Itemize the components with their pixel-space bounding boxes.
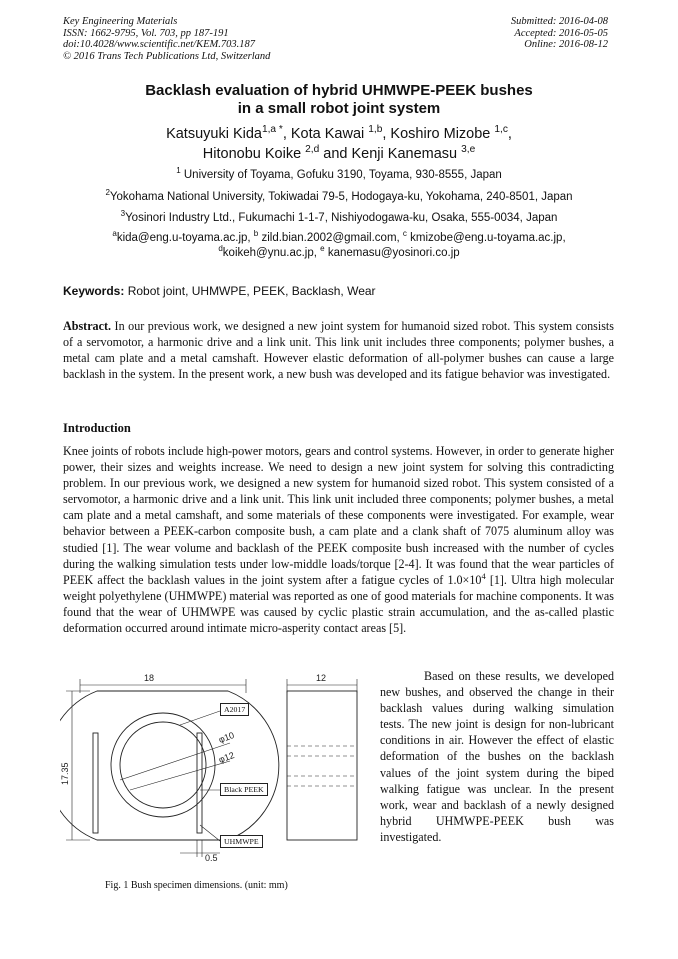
affiliation-sup: 2: [105, 188, 110, 198]
keywords-text: Robot joint, UHMWPE, PEEK, Backlash, Wear: [124, 284, 376, 298]
email-sup: b: [253, 229, 259, 239]
affiliation-3: [0, 211, 678, 225]
email-link[interactable]: kmizobe@eng.u-toyama.ac.jp,: [406, 232, 566, 244]
email-link[interactable]: zild.bian.2002@gmail.com,: [258, 232, 403, 244]
email-sup: e: [320, 243, 325, 253]
side-view-outline: [287, 691, 357, 840]
inner-bore-circle: [120, 722, 206, 808]
journal-copyright: © 2016 Trans Tech Publications Ltd, Switzerland: [63, 50, 271, 62]
affiliation-sup: 3: [120, 209, 126, 219]
dim-side-text: 12: [316, 673, 327, 683]
author-sep: ,: [382, 126, 391, 142]
email-link[interactable]: kida@eng.u-toyama.ac.jp,: [116, 232, 254, 244]
author-name: Kenji Kanemasu: [351, 146, 462, 162]
intro-text-a: Knee joints of robots include high-power motors, gears and control systems. However, in order to generate higher power, their sizes and weights increase. We need to design a new joint system for solving this contradicting problem. In our previous work, we designed a new system for humanoid sized robot. This system consisted of a servomotor, a harmonic drive and a link unit. This link unit included three components; polymer bushes, a metal cam plate and a metal camshaft, and some materials of these components were investigated. For example, wear behavior between a PEEK-carbon composite bush, a cam plate and a clank shaft of 7075 aluminum alloy was studied [1]. The wear volume and backlash of the PEEK composite bush increased with the number of cycles during the walking simulation tests under low-middle loads/torque [2-4]. It was found that the wear particles of PEEK affect the backlash values in the joint system after a fatigue cycles of 1.0×10: [63, 444, 614, 587]
dim-width-text: 18: [144, 673, 155, 683]
author-sup: 1,c: [494, 124, 508, 136]
intro-side-paragraph: [380, 668, 614, 845]
author-sep: ,: [282, 126, 291, 142]
email-sup: d: [218, 243, 223, 253]
phi12-leader: [130, 761, 230, 790]
label-a2017: A2017: [220, 703, 249, 716]
journal-doi[interactable]: doi:10.4028/www.scientific.net/KEM.703.187: [63, 39, 255, 51]
title-line-2: in a small robot joint system: [237, 100, 441, 117]
author-sup: 1,a *: [261, 124, 283, 136]
date-submitted: Submitted: 2016-04-08: [510, 16, 608, 27]
author-name: Katsuyuki Kida: [166, 126, 262, 142]
figure-bush-dimensions: [60, 665, 370, 877]
abstract: [63, 318, 614, 382]
phi10-leader: [120, 743, 230, 780]
submission-dates: [511, 16, 608, 51]
author-name: Koshiro Mizobe: [390, 126, 495, 142]
journal-info: [63, 16, 270, 62]
dim-phi10-text: φ10: [217, 730, 236, 745]
abstract-label: Abstract.: [63, 319, 112, 333]
author-list: [0, 124, 678, 164]
journal-name: Key Engineering Materials: [63, 16, 178, 27]
email-sup: c: [402, 229, 407, 239]
dim-phi12-text: φ12: [217, 750, 236, 765]
right-slot: [197, 733, 202, 833]
paper-title: [0, 82, 678, 118]
label-uhmwpe: UHMWPE: [220, 835, 263, 848]
email-link[interactable]: kanemasu@yosinori.co.jp: [324, 246, 460, 259]
intro-paragraph: [63, 443, 614, 636]
left-slot: [93, 733, 98, 833]
affiliation-text: University of Toyama, Gofuku 3190, Toyama, 930-8555, Japan: [183, 169, 502, 181]
affiliation-2: [0, 190, 678, 204]
keywords: [63, 284, 376, 299]
email-list: [0, 231, 678, 260]
journal-issn: ISSN: 1662-9795, Vol. 703, pp 187-191: [63, 27, 229, 39]
author-sep: ,: [507, 126, 512, 142]
keywords-label: Keywords:: [63, 284, 125, 298]
affiliation-text: Yokohama National University, Tokiwadai 79-5, Hodogaya-ku, Yokohama, 240-8501, Japan: [109, 191, 573, 203]
dim-height-text: 17.35: [60, 762, 70, 785]
date-online: Online: 2016-08-12: [524, 39, 608, 51]
section-heading: Introduction: [63, 421, 131, 435]
label-black-peek: Black PEEK: [220, 783, 268, 796]
email-link[interactable]: koikeh@ynu.ac.jp,: [222, 246, 321, 259]
author-sup: 1,b: [368, 124, 383, 136]
author-sup: 2,d: [305, 144, 320, 156]
intro-text-b: [1]. Ultra high molecular weight polyethylene (UHMWPE) material was reported as one of good materials for machine components. It was found that the wear of UHMWPE was caused by cyclic plastic strain accumulation, and the as-called plastic deformation occurred around intimate micro-asperity contact areas [5].: [63, 572, 614, 636]
outer-bore-circle: [111, 713, 215, 817]
author-name: Kota Kawai: [290, 126, 369, 142]
figure-caption: Fig. 1 Bush specimen dimensions. (unit: mm): [105, 880, 288, 891]
author-sep: and: [319, 146, 352, 162]
dim-thin-text: 0.5: [205, 853, 218, 863]
intro-exponent: 4: [481, 570, 486, 581]
date-accepted: Accepted: 2016-05-05: [514, 27, 608, 39]
affiliation-1: [0, 168, 678, 182]
affiliation-sup: 1: [176, 166, 181, 176]
bush-drawing: [60, 665, 370, 877]
abstract-text: In our previous work, we designed a new joint system for humanoid sized robot. This system consists of a servomotor, a harmonic drive and a link unit. This link unit includes three components; polymer bushes, a metal cam plate and a metal camshaft. However elastic deformation of all-polymer bushes can cause a large backlash in the system. In the present work, a new bush was developed and its fatigue behavior was investigated.: [63, 319, 614, 382]
side-text: Based on these results, we developed new bushes, and observed the change in their backlash values during walking simulation tests. The new joint is design for non-lubricant conditions in air. However the effect of elastic deformation of the bushes on the backlash values of the joint system during the biped walking fatigue was unclear. In the present work, wear and backlash of a newly designed hybrid UHMWPE-PEEK bush was investigated.: [380, 669, 614, 844]
email-sup: a: [112, 229, 117, 239]
author-sup: 3,e: [461, 144, 476, 156]
affiliation-text: Yosinori Industry Ltd., Fukumachi 1-1-7, Nishiyodogawa-ku, Osaka, 555-0034, Japan: [125, 212, 558, 224]
author-name: Hitonobu Koike: [202, 146, 306, 162]
title-line-1: Backlash evaluation of hybrid UHMWPE-PEEK bushes: [145, 82, 533, 99]
